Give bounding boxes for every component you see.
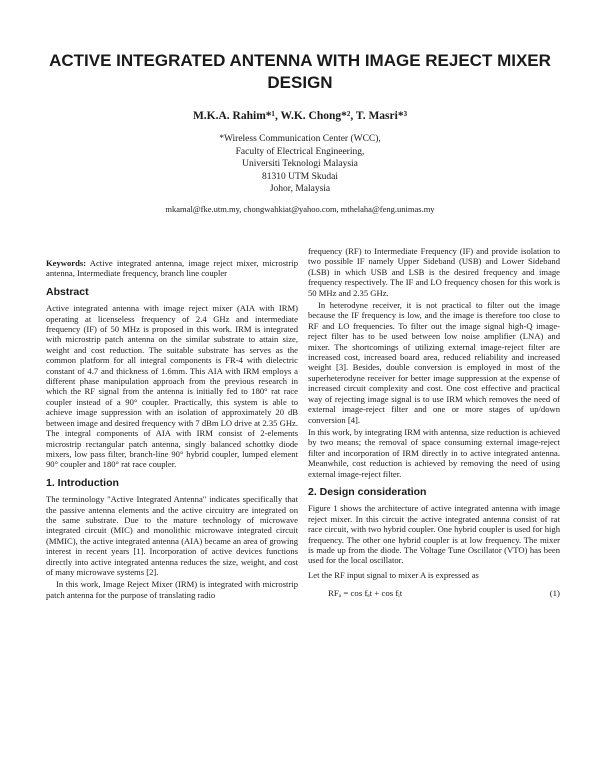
intro-paragraph: In this work, Image Reject Mixer (IRM) is integrated with microstrip patch antenna for the purpose of translating radio xyxy=(46,579,298,600)
body-paragraph: In this work, by integrating IRM with antenna, size reduction is achieved by two means; the removal of space consuming external image-reject filter and incorporation of IRM directly in to active integrated antenna. Meanwhile, cost reduction is achieved by removing the need of using external image-reject filter. xyxy=(308,426,560,479)
affiliation-line: Universiti Teknologi Malaysia xyxy=(242,159,358,169)
paper-title: ACTIVE INTEGRATED ANTENNA WITH IMAGE REJECT MIXER DESIGN xyxy=(49,51,551,92)
equation-number: (1) xyxy=(549,588,560,599)
equation-text: RFₐ = cos fₑt + cos fᵢt xyxy=(328,588,403,599)
keywords-label: Keywords: xyxy=(46,258,87,268)
keywords-text: Active integrated antenna, image reject mixer, microstrip antenna, Intermediate frequency, branch line coupler xyxy=(46,258,298,279)
affiliation-block xyxy=(0,133,600,196)
affiliation-line: *Wireless Communication Center (WCC), xyxy=(219,134,381,144)
affiliation-line: 81310 UTM Skudai xyxy=(262,171,338,182)
design-paragraph: Let the RF input signal to mixer A is expressed as xyxy=(308,569,479,580)
keywords xyxy=(46,258,298,279)
author-emails: mkamal@fke.utm.my, chongwahkiat@yahoo.com, mthelaha@feng.unimas.my xyxy=(165,204,435,214)
introduction-heading: 1. Introduction xyxy=(46,476,119,489)
abstract-text: Active integrated antenna with image reject mixer (AIA with IRM) operating at licenseless frequency of 2.4 GHz and intermediate frequency (IF) of 50 MHz is proposed in this work. IRM is integrated with microstrip patch antenna on the similar substrate to attain size, weight and cost reduction. The suitable substrate has serves as the common platform for all integral components is FR-4 with dielectric constant of 4.7 and thickness of 1.6mm. This AIA with IRM employs a different phase manipulation approach from the previous research in which the RF signal from the antenna is initially fed to 180° rat race coupler instead of a 90° coupler. Practically, this system is able to achieve image suppression with an isolation of approximately 20 dB between image and desired frequency with 7 dBm LO drive at 2.35 GHz. The integral components of AIA with IRM consist of 2-elements microstrip rectangular patch antenna, singly balanced schottky diode mixers, low pass filter, branch-line 90° hybrid coupler, lumped element 90° coupler and 180° rat race coupler. xyxy=(46,303,299,470)
body-paragraph: frequency (RF) to Intermediate Frequency (IF) and provide isolation to two possible IF namely Upper Sideband (USB) and Lower Sideband (LSB) in which USB and LSB is the desired frequency and image frequency respectively. The IF and LO frequency chosen for this work is 50 MHz and 2.35 GHz. xyxy=(308,246,560,298)
right-column xyxy=(308,246,560,599)
design-heading: 2. Design consideration xyxy=(308,485,427,498)
abstract-heading: Abstract xyxy=(46,285,89,298)
author-list: M.K.A. Rahim*¹, W.K. Chong*², T. Masri*³ xyxy=(192,110,408,122)
affiliation-line: Johor, Malaysia xyxy=(269,184,331,194)
body-paragraph: In heterodyne receiver, it is not practical to filter out the image because the IF frequency is low, and the image is therefore too close to RF and LO frequencies. To filter out the image signal high-Q image-reject filter has to be used between low noise amplifier (LNA) and mixer. The shortcomings of utilizing external image-reject filter are increased cost, increased board area, reduced reliability and increased weight [3]. Besides, double conversion is employed in most of the superheterodyne receiver for better image suppression at the expense of increased circuit complexity and cost. One cost effective and practical way of rejecting image signal is to use IRM which removes the need of external image-reject filter and one or more stages of up/down conversion [4]. xyxy=(308,300,560,425)
equation-1 xyxy=(308,588,560,598)
affiliation-line: Faculty of Electrical Engineering, xyxy=(235,146,365,157)
left-column xyxy=(46,258,298,602)
design-paragraph: Figure 1 shows the architecture of active integrated antenna with image reject mixer. In this circuit the active integrated antenna consist of rat race circuit, with two hybrid coupler. One hybrid coupler is used for high frequency. The other one hybrid coupler is at low frequency. The mixer is made up from the diode. The Voltage Tune Oscillator (VTO) has been used for the local oscillator. xyxy=(308,503,560,566)
intro-paragraph: The terminology "Active Integrated Antenna" indicates specifically that the passive antenna elements and the active circuitry are integrated on the same substrate. Due to the mature technology of microwave integrated circuit (MIC) and monolithic microwave integrated circuit (MMIC), the active integrated antenna (AIA) became an area of growing interest in recent years [1]. Incorporation of active devices functions directly into active integrated antenna reduces the size, weight, and cost of many microwave systems [2]. xyxy=(46,494,298,577)
